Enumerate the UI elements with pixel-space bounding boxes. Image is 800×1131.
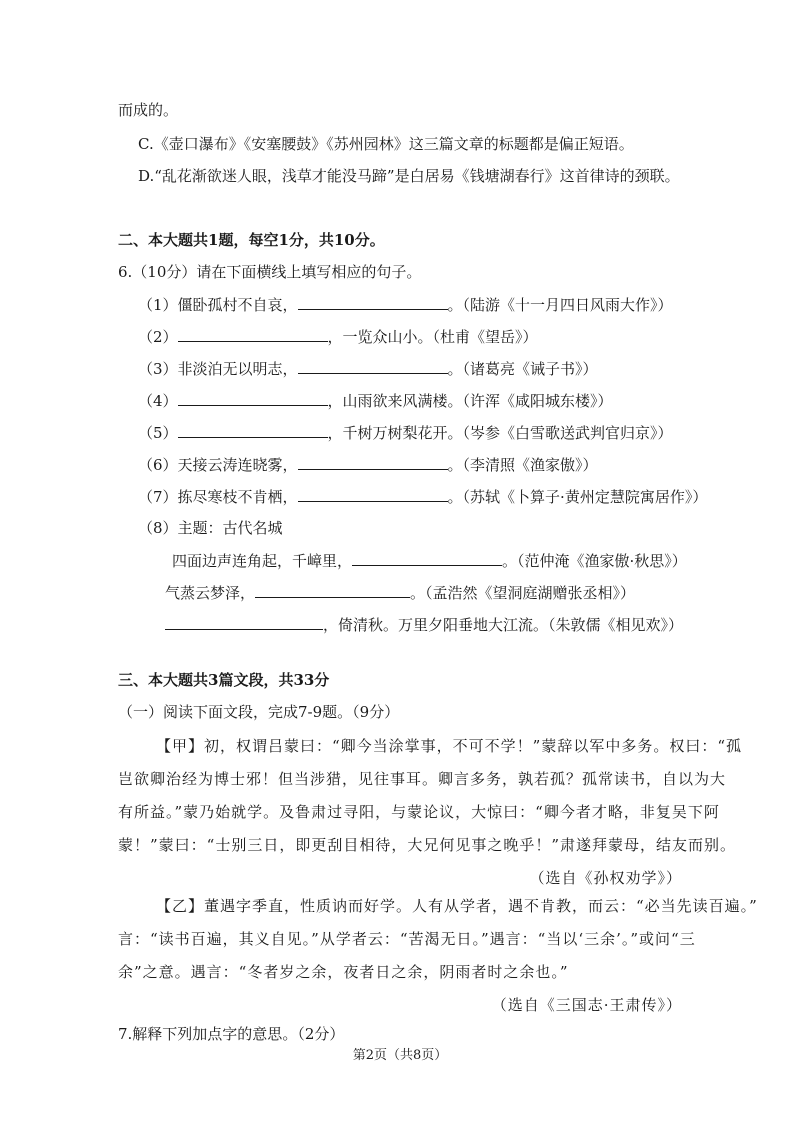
section-2-heading: 二、本大题共1题，每空1分，共10分。 (118, 231, 385, 249)
passage-jia-line: 【甲】初，权谓吕蒙曰：“卿今当涂掌事，不可不学！”蒙辞以军中多务。权曰：“孤 (156, 737, 743, 755)
fill-item-8-c: ，倚清秋。万里夕阳垂地大江流。（朱敦儒《相见欢》） (165, 614, 683, 635)
reading-1-instruction: （一）阅读下面文段，完成7-9题。（9分） (118, 703, 400, 721)
answer-blank[interactable] (178, 422, 328, 438)
page-number: 第2页（共8页） (352, 1048, 448, 1063)
answer-blank[interactable] (178, 326, 328, 342)
fill-item-1: （1）僵卧孤村不自哀， 。（陆游《十一月四日风雨大作》） (138, 296, 673, 314)
answer-blank[interactable] (298, 358, 448, 374)
answer-blank[interactable] (298, 454, 448, 470)
passage-yi-line: 余”之意。遇言：“冬者岁之余，夜者日之余，阴雨者时之余也。” (118, 963, 569, 981)
answer-blank[interactable] (255, 582, 410, 598)
option-c: C.《壶口瀑布》《安塞腰鼓》《苏州园林》这三篇文章的标题都是偏正短语。 (138, 135, 634, 153)
option-d: D.“乱花渐欲迷人眼，浅草才能没马蹄”是白居易《钱塘湖春行》这首律诗的颈联。 (138, 167, 680, 185)
fill-item-4: （4） ，山雨欲来风满楼。（许浑《咸阳城东楼》） (138, 392, 613, 410)
fill-item-8-a: 四面边声连角起，千嶂里， 。（范仲淹《渔家傲·秋思》） (172, 552, 687, 570)
question-6: 6.（10分）请在下面横线上填写相应的句子。 (118, 263, 422, 281)
fill-item-8-label: （8）主题：古代名城 (138, 519, 283, 537)
passage-yi-line: 【乙】董遇字季直，性质讷而好学。人有从学者，遇不肯教，而云：“必当先读百遍。” (156, 897, 758, 915)
fill-item-8-b: 气蒸云梦泽， 。（孟浩然《望洞庭湖赠张丞相》） (165, 584, 636, 602)
passage-jia-line: 蒙！”蒙曰：“士别三日，即更刮目相待，大兄何见事之晚乎！”肃遂拜蒙母，结友而别。 (118, 836, 737, 854)
fill-item-5: （5） ，千树万树梨花开。（岑参《白雪歌送武判官归京》） (138, 424, 673, 442)
fill-item-2: （2） ，一览众山小。（杜甫《望岳》） (138, 328, 538, 346)
passage-jia-line: 有所益。”蒙乃始就学。及鲁肃过寻阳，与蒙论议，大惊曰：“卿今者才略，非复吴下阿 (118, 803, 720, 821)
fill-item-3: （3）非淡泊无以明志， 。（诸葛亮《诫子书》） (138, 360, 598, 378)
fill-item-6: （6）天接云涛连晓雾， 。（李清照《渔家傲》） (138, 456, 598, 474)
answer-blank[interactable] (298, 486, 448, 502)
section-3-heading: 三、本大题共3篇文段，共33分 (118, 671, 330, 689)
answer-blank[interactable] (178, 390, 328, 406)
passage-jia-line: 岂欲卿治经为博士邪！但当涉猎，见往事耳。卿言多务，孰若孤？孤常读书，自以为大 (118, 770, 727, 788)
question-7: 7.解释下列加点字的意思。（2分） (118, 1025, 345, 1043)
passage-yi-line: 言：“读书百遍，其义自见。”从学者云：“苦渴无日。”遇言：“当以‘三余’。”或问“三 (118, 930, 696, 948)
passage-yi-source: （选自《三国志·王肃传》） (491, 996, 682, 1014)
answer-blank[interactable] (352, 550, 502, 566)
answer-blank[interactable] (298, 294, 448, 310)
answer-blank[interactable] (165, 614, 323, 630)
passage-jia-source: （选自《孙权劝学》） (529, 869, 682, 887)
fill-item-7: （7）拣尽寒枝不肯栖， 。（苏轼《卜算子·黄州定慧院寓居作》） (138, 488, 708, 506)
continued-text: 而成的。 (118, 101, 179, 119)
